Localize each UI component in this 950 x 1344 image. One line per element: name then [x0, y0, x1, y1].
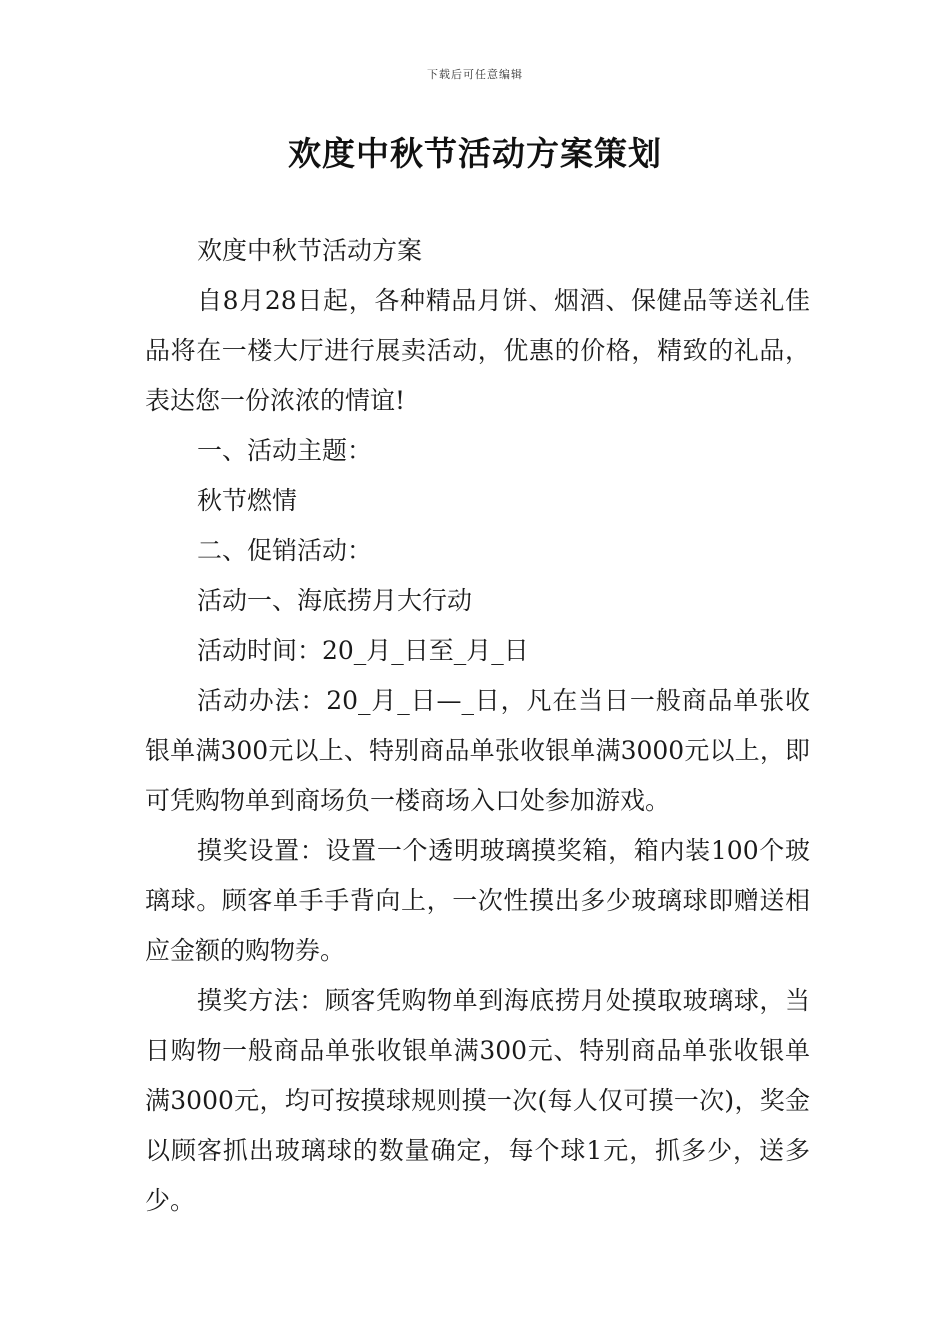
paragraph-theme: 秋节燃情 [197, 486, 298, 515]
section-heading-promotion: 二、促销活动： [197, 536, 373, 565]
paragraph-activity-one: 活动一、海底捞月大行动 [197, 586, 473, 615]
paragraph-prize-setup: 摸奖设置：设置一个透明玻璃摸奖箱，箱内装100个玻璃球。顾客单手手背向上，一次性摸出多少玻璃球即赠送相应金额的购物券。 [145, 836, 810, 965]
paragraph-activity-method: 活动办法：20_月_日—_日，凡在当日一般商品单张收银单满300元以上、特别商品单张收银单满3000元以上，即可凭购物单到商场负一楼商场入口处参加游戏。 [145, 686, 810, 815]
document-title: 欢度中秋节活动方案策划 [288, 134, 662, 173]
document-body [145, 226, 810, 1226]
header-note: 下载后可任意编辑 [427, 68, 523, 81]
paragraph-intro: 自8月28日起，各种精品月饼、烟酒、保健品等送礼佳品将在一楼大厅进行展卖活动，优惠的价格，精致的礼品，表达您一份浓浓的情谊! [145, 286, 810, 415]
section-heading-theme: 一、活动主题： [197, 436, 373, 465]
paragraph-prize-method: 摸奖方法：顾客凭购物单到海底捞月处摸取玻璃球，当日购物一般商品单张收银单满300元、特别商品单张收银单满3000元，均可按摸球规则摸一次(每人仅可摸一次)，奖金以顾客抓出玻璃球的数量确定，每个球1元，抓多少，送多少。 [145, 986, 810, 1215]
paragraph-activity-time: 活动时间：20_月_日至_月_日 [197, 636, 529, 665]
paragraph-subtitle: 欢度中秋节活动方案 [197, 236, 423, 265]
